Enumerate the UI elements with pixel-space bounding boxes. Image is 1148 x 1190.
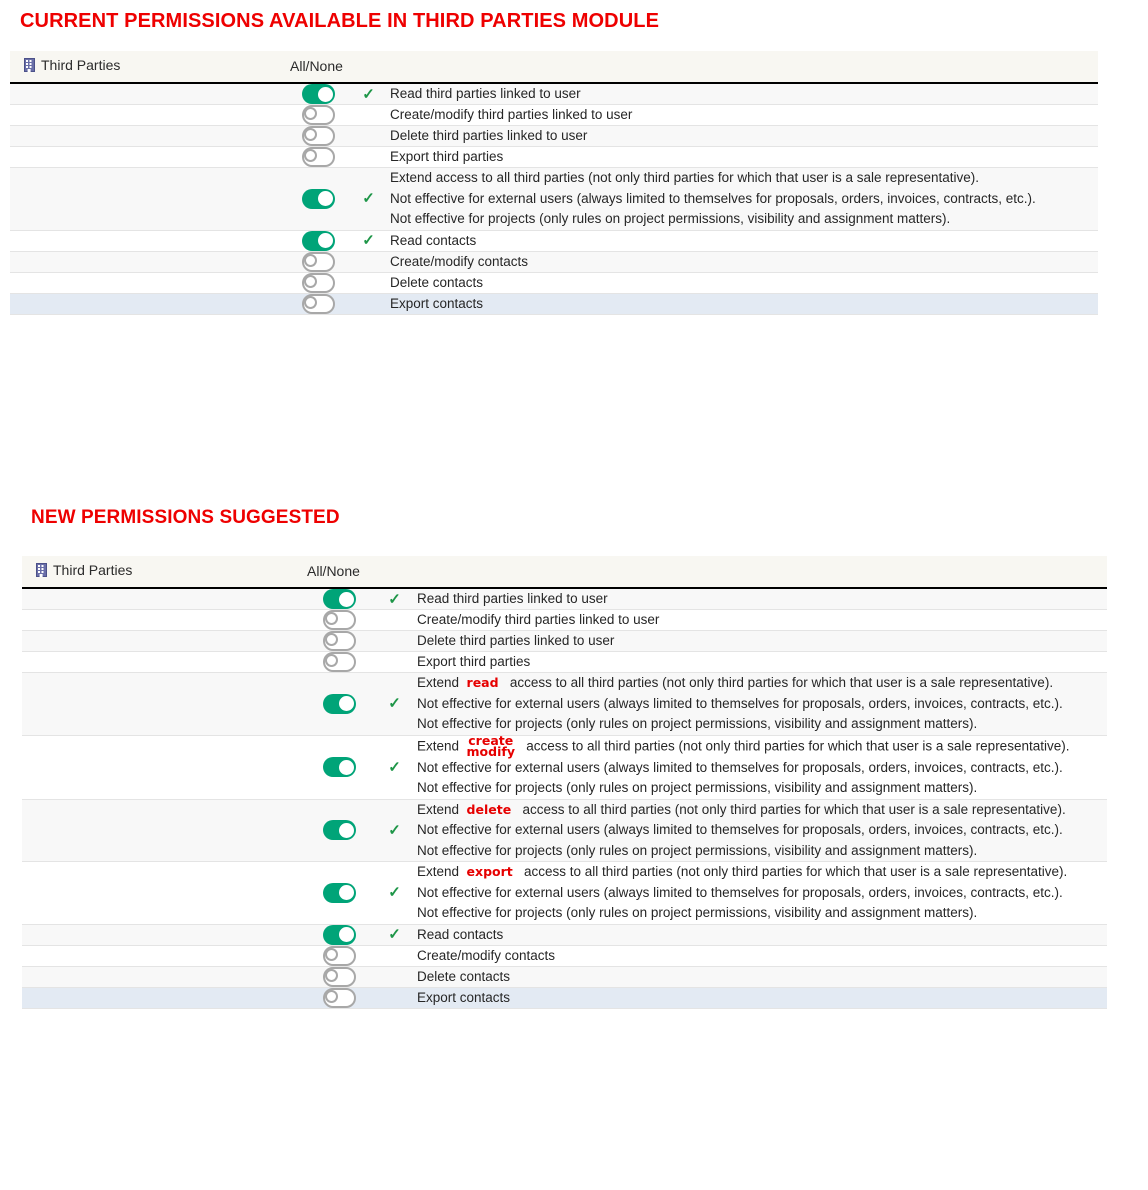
- table-header-current: [10, 51, 1098, 83]
- permission-label-cell: [417, 862, 1107, 925]
- permission-label-cell: [390, 83, 1098, 105]
- permission-row: [10, 251, 1098, 272]
- permission-row: [22, 945, 1107, 966]
- permission-row-spacer: [22, 862, 307, 925]
- permission-row: [22, 987, 1107, 1008]
- permission-label-line: [417, 673, 1107, 694]
- permission-row: [10, 230, 1098, 251]
- toggle-switch-off[interactable]: [302, 105, 335, 125]
- section-title-current: CURRENT PERMISSIONS AVAILABLE IN THIRD PARTIES MODULE: [20, 10, 660, 32]
- permission-check-cell: [347, 272, 390, 293]
- permission-label-multiline: [390, 168, 1098, 230]
- toggle-switch-on[interactable]: [323, 925, 356, 945]
- permission-label-line: [417, 732, 1107, 759]
- permission-label: Delete contacts: [417, 968, 511, 984]
- permission-row: [22, 652, 1107, 673]
- header-module-label: Third Parties: [53, 562, 133, 578]
- header-row: [10, 51, 1098, 83]
- header-module-cell: [10, 51, 290, 83]
- permission-toggle-cell[interactable]: [307, 735, 372, 799]
- permission-toggle-cell[interactable]: [307, 652, 372, 673]
- header-allnone-cell[interactable]: [290, 51, 1098, 83]
- permission-toggle-cell[interactable]: [307, 862, 372, 925]
- checkmark-icon: ✓: [362, 190, 375, 208]
- extend-suffix-text: access to all third parties (not only third parties for which that user is a sale representative).: [512, 864, 1068, 879]
- permission-row: [10, 105, 1098, 126]
- permission-row: [10, 147, 1098, 168]
- permission-row-spacer: [22, 673, 307, 736]
- section-title-suggested: NEW PERMISSIONS SUGGESTED: [31, 507, 340, 528]
- permission-label: Export contacts: [390, 295, 484, 311]
- checkmark-icon: ✓: [362, 232, 375, 249]
- extend-prefix-text: Extend: [417, 738, 467, 754]
- permission-keyword-stacked: [466, 732, 515, 759]
- permission-check-cell: [347, 251, 390, 272]
- permission-keyword: export: [466, 864, 513, 879]
- permission-label-cell: [417, 588, 1107, 610]
- permission-label-cell: [390, 126, 1098, 147]
- table-body-current: [10, 83, 1098, 314]
- toggle-switch-off[interactable]: [302, 273, 335, 293]
- building-icon: [24, 58, 35, 75]
- permission-label-line: Not effective for external users (always limited to themselves for proposals, orders, invoices, contracts, etc.).: [417, 759, 1063, 775]
- permission-label: Read third parties linked to user: [417, 591, 608, 606]
- permission-toggle-cell[interactable]: [307, 799, 372, 862]
- permission-row-spacer: [10, 83, 290, 105]
- checkmark-icon: ✓: [388, 821, 401, 839]
- permission-toggle-cell[interactable]: [290, 293, 347, 314]
- permission-toggle-cell[interactable]: [307, 924, 372, 945]
- toggle-switch-on[interactable]: [323, 589, 356, 609]
- header-row: [22, 556, 1107, 588]
- permission-row-spacer: [10, 251, 290, 272]
- toggle-switch-off[interactable]: [302, 294, 335, 314]
- permission-check-cell: [372, 735, 417, 799]
- permission-toggle-cell[interactable]: [290, 126, 347, 147]
- permission-row: [22, 862, 1107, 925]
- permission-row-spacer: [10, 126, 290, 147]
- permission-label-cell: [390, 168, 1098, 231]
- permission-row-spacer: [10, 105, 290, 126]
- permission-toggle-cell[interactable]: [307, 631, 372, 652]
- checkmark-icon: ✓: [388, 758, 401, 776]
- permission-keyword-top: create: [468, 732, 514, 748]
- permission-label-cell: [417, 610, 1107, 631]
- toggle-switch-off[interactable]: [302, 126, 335, 146]
- permission-check-cell: [372, 799, 417, 862]
- permission-label-line: Not effective for projects (only rules on project permissions, visibility and assignment matters).: [417, 905, 978, 920]
- permission-check-cell: [347, 126, 390, 147]
- checkmark-icon: ✓: [362, 85, 375, 103]
- permission-toggle-cell[interactable]: [307, 588, 372, 610]
- extend-prefix-text: Extend: [417, 864, 467, 879]
- permission-check-cell: [372, 945, 417, 966]
- permission-toggle-cell[interactable]: [290, 147, 347, 168]
- permission-row-spacer: [10, 147, 290, 168]
- permission-row: [10, 83, 1098, 105]
- permission-toggle-cell[interactable]: [307, 673, 372, 736]
- permissions-table-current: [10, 51, 1098, 315]
- header-module-cell: [22, 556, 307, 588]
- permission-toggle-cell[interactable]: [307, 987, 372, 1008]
- permission-row-spacer: [10, 230, 290, 251]
- permission-label-cell: [390, 147, 1098, 168]
- permission-row: [22, 924, 1107, 945]
- permission-check-cell: [372, 966, 417, 987]
- permission-check-cell: [347, 147, 390, 168]
- permission-toggle-cell[interactable]: [307, 610, 372, 631]
- toggle-switch-off[interactable]: [302, 147, 335, 167]
- permission-check-cell: [372, 862, 417, 925]
- permission-toggle-cell[interactable]: [290, 230, 347, 251]
- permission-label-cell: [417, 945, 1107, 966]
- permission-toggle-cell[interactable]: [290, 272, 347, 293]
- building-icon: [36, 563, 47, 580]
- permission-label-line: Not effective for external users (always limited to themselves for proposals, orders, invoices, contracts, etc.).: [417, 884, 1063, 900]
- permission-label-line: [417, 800, 1107, 821]
- permission-label: Export third parties: [417, 654, 531, 669]
- permission-row-spacer: [22, 631, 307, 652]
- permission-label: Create/modify contacts: [417, 947, 556, 963]
- extend-suffix-text: access to all third parties (not only third parties for which that user is a sale representative).: [498, 675, 1054, 690]
- permission-toggle-cell[interactable]: [290, 251, 347, 272]
- permission-row: [10, 168, 1098, 231]
- permission-keyword-bottom: modify: [466, 743, 515, 759]
- permission-row: [22, 631, 1107, 652]
- permission-label-line: Not effective for projects (only rules on project permissions, visibility and assignment matters).: [417, 716, 978, 731]
- permission-label-cell: [417, 799, 1107, 862]
- permission-check-cell: [347, 230, 390, 251]
- permission-label-cell: [417, 924, 1107, 945]
- extend-suffix-text: access to all third parties (not only third parties for which that user is a sale representative).: [511, 801, 1066, 817]
- permission-label-cell: [417, 631, 1107, 652]
- permission-label: Export contacts: [417, 989, 511, 1005]
- permission-row: [22, 610, 1107, 631]
- permission-toggle-cell[interactable]: [290, 168, 347, 231]
- permission-label-line: Not effective for external users (always limited to themselves for proposals, orders, invoices, contracts, etc.).: [417, 695, 1063, 711]
- toggle-switch-off[interactable]: [323, 652, 356, 672]
- permission-label: Delete third parties linked to user: [417, 633, 615, 648]
- permission-row: [22, 673, 1107, 736]
- permission-row-spacer: [22, 924, 307, 945]
- permission-label-multiline: [417, 800, 1107, 862]
- permission-check-cell: [347, 105, 390, 126]
- permission-label: Delete contacts: [390, 274, 484, 290]
- permission-row-spacer: [22, 610, 307, 631]
- permission-toggle-cell[interactable]: [290, 105, 347, 126]
- permission-label-cell: [390, 272, 1098, 293]
- permission-toggle-cell[interactable]: [290, 83, 347, 105]
- permission-label: Read contacts: [390, 232, 477, 248]
- permission-check-cell: [372, 652, 417, 673]
- permission-row-spacer: [10, 272, 290, 293]
- permission-row-spacer: [22, 735, 307, 799]
- permission-label: Read contacts: [417, 926, 504, 942]
- permission-row: [22, 799, 1107, 862]
- permission-label: Create/modify third parties linked to user: [390, 107, 633, 122]
- permission-label-cell: [417, 673, 1107, 736]
- toggle-switch-off[interactable]: [323, 610, 356, 630]
- permission-row-spacer: [22, 652, 307, 673]
- permission-label: Export third parties: [390, 149, 504, 164]
- header-allnone-cell[interactable]: [307, 556, 1107, 588]
- table-body-suggested: [22, 588, 1107, 1008]
- toggle-switch-on[interactable]: [302, 84, 335, 104]
- all-none-toggle-link[interactable]: All/None: [307, 563, 360, 579]
- permission-check-cell: [372, 610, 417, 631]
- toggle-switch-on[interactable]: [323, 820, 356, 840]
- permission-label-line: Not effective for external users (always limited to themselves for proposals, orders, invoices, contracts, etc.).: [390, 190, 1036, 206]
- permission-label-line: Not effective for projects (only rules on project permissions, visibility and assignment matters).: [417, 780, 978, 795]
- permission-row-spacer: [10, 168, 290, 231]
- checkmark-icon: ✓: [388, 926, 401, 943]
- permission-label-multiline: [417, 862, 1107, 924]
- permission-row: [10, 293, 1098, 314]
- permission-label-line: Not effective for external users (always limited to themselves for proposals, orders, invoices, contracts, etc.).: [417, 822, 1063, 837]
- permission-row-spacer: [22, 966, 307, 987]
- permission-row-spacer: [22, 799, 307, 862]
- permission-check-cell: [372, 631, 417, 652]
- permission-label-cell: [390, 105, 1098, 126]
- toggle-switch-on[interactable]: [302, 189, 335, 209]
- permission-keyword: delete: [466, 801, 512, 817]
- toggle-switch-on[interactable]: [323, 883, 356, 903]
- toggle-switch-off[interactable]: [302, 252, 335, 272]
- extend-prefix-text: Extend: [417, 801, 467, 817]
- permission-label: Read third parties linked to user: [390, 86, 581, 101]
- permission-label-line: [417, 862, 1107, 883]
- permission-row-spacer: [10, 293, 290, 314]
- permission-check-cell: [372, 588, 417, 610]
- permission-label: Create/modify contacts: [390, 253, 529, 269]
- permission-check-cell: [372, 673, 417, 736]
- permission-row-spacer: [22, 945, 307, 966]
- toggle-switch-on[interactable]: [302, 231, 335, 251]
- permission-label-cell: [417, 732, 1107, 799]
- permission-check-cell: [347, 168, 390, 231]
- toggle-switch-off[interactable]: [323, 946, 356, 966]
- permission-label-cell: [390, 251, 1098, 272]
- permission-row: [10, 272, 1098, 293]
- permission-keyword: read: [466, 675, 499, 690]
- checkmark-icon: ✓: [388, 590, 401, 608]
- permission-label-multiline: [417, 732, 1107, 799]
- permission-label-multiline: [417, 673, 1107, 735]
- permission-toggle-cell[interactable]: [307, 966, 372, 987]
- permission-label-cell: [390, 230, 1098, 251]
- permission-check-cell: [372, 924, 417, 945]
- permission-check-cell: [347, 83, 390, 105]
- toggle-switch-off[interactable]: [323, 967, 356, 987]
- permission-label-line: Not effective for projects (only rules on project permissions, visibility and assignment matters).: [390, 211, 951, 226]
- checkmark-icon: ✓: [388, 884, 401, 902]
- permission-label-cell: [390, 293, 1098, 314]
- permission-label-line: Not effective for projects (only rules on project permissions, visibility and assignment matters).: [417, 842, 978, 858]
- table-header-suggested: [22, 556, 1107, 588]
- permission-label-line: Extend access to all third parties (not only third parties for which that user is a sale representative).: [390, 170, 980, 185]
- toggle-switch-off[interactable]: [323, 988, 356, 1008]
- permission-label-cell: [417, 987, 1107, 1008]
- permission-toggle-cell[interactable]: [307, 945, 372, 966]
- toggle-switch-on[interactable]: [323, 694, 356, 714]
- permission-row: [22, 588, 1107, 610]
- header-module-label: Third Parties: [41, 57, 121, 73]
- extend-suffix-text: access to all third parties (not only third parties for which that user is a sale representative).: [514, 738, 1070, 754]
- permission-row-spacer: [22, 588, 307, 610]
- permission-label: Delete third parties linked to user: [390, 128, 588, 143]
- permission-label-cell: [417, 652, 1107, 673]
- permission-label-cell: [417, 966, 1107, 987]
- permission-row-spacer: [22, 987, 307, 1008]
- checkmark-icon: ✓: [388, 695, 401, 713]
- extend-prefix-text: Extend: [417, 675, 467, 690]
- all-none-toggle-link[interactable]: All/None: [290, 58, 343, 74]
- permission-row: [22, 966, 1107, 987]
- permission-row: [10, 126, 1098, 147]
- toggle-switch-off[interactable]: [323, 631, 356, 651]
- permission-row: [22, 735, 1107, 799]
- permission-label: Create/modify third parties linked to user: [417, 612, 660, 627]
- permission-check-cell: [347, 293, 390, 314]
- toggle-switch-on[interactable]: [323, 757, 356, 777]
- permission-check-cell: [372, 987, 417, 1008]
- permissions-table-suggested: [22, 556, 1107, 1009]
